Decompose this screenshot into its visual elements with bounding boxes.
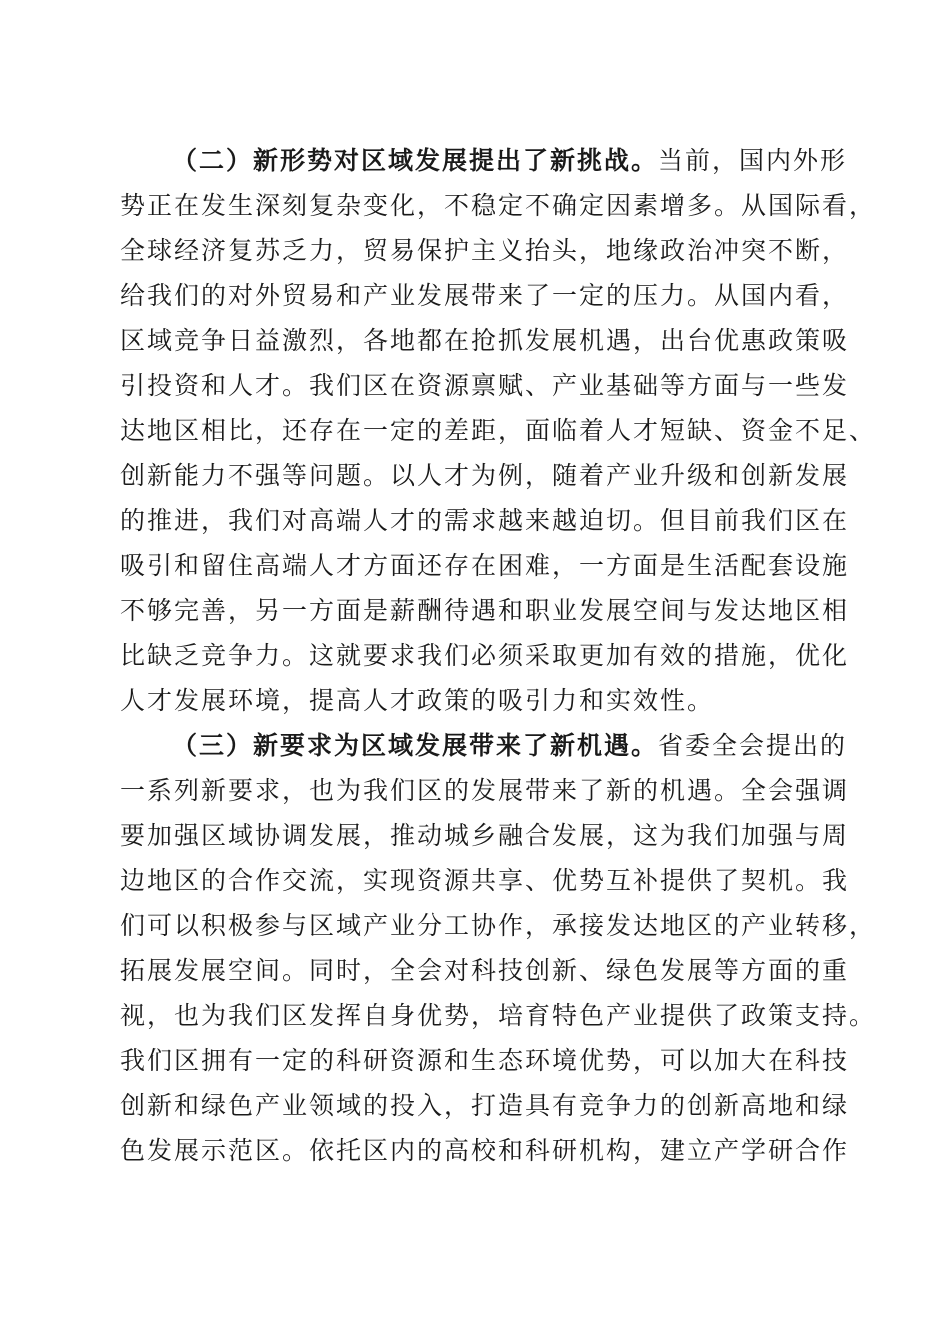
text-line: 比缺乏竞争力。这就要求我们必须采取更加有效的措施，优化	[120, 641, 850, 670]
text-line: 吸引和留住高端人才方面还存在困难，一方面是生活配套设施	[120, 551, 850, 580]
text-line: 创新和绿色产业领域的投入，打造具有竞争力的创新高地和绿	[120, 1091, 850, 1120]
text-line: 们可以积极参与区域产业分工协作，承接发达地区的产业转移，	[120, 911, 877, 940]
text-line: 给我们的对外贸易和产业发展带来了一定的压力。从国内看，	[120, 281, 850, 310]
text-line: 不够完善，另一方面是薪酬待遇和职业发展空间与发达地区相	[120, 596, 850, 625]
text-line: 要加强区域协调发展，推动城乡融合发展，这为我们加强与周	[120, 821, 850, 850]
text-line: 达地区相比，还存在一定的差距，面临着人才短缺、资金不足、	[120, 416, 877, 445]
text-run: 省委全会提出的	[658, 731, 848, 760]
paragraph-first-line	[120, 138, 848, 183]
text-line: 全球经济复苏乏力，贸易保护主义抬头，地缘政治冲突不断，	[120, 236, 850, 265]
section-heading: （二）新形势对区域发展提出了新挑战。	[172, 146, 659, 175]
section-heading: （三）新要求为区域发展带来了新机遇。	[172, 731, 659, 760]
text-line: 视，也为我们区发挥自身优势，培育特色产业提供了政策支持。	[120, 1001, 877, 1030]
document-body	[120, 138, 877, 1173]
text-line: 拓展发展空间。同时，全会对科技创新、绿色发展等方面的重	[120, 956, 850, 985]
paragraph-challenges	[120, 138, 877, 723]
text-line: 的推进，我们对高端人才的需求越来越迫切。但目前我们区在	[120, 506, 850, 535]
text-line: 一系列新要求，也为我们区的发展带来了新的机遇。全会强调	[120, 776, 850, 805]
text-line: 色发展示范区。依托区内的高校和科研机构，建立产学研合作	[120, 1136, 850, 1165]
text-line: 引投资和人才。我们区在资源禀赋、产业基础等方面与一些发	[120, 371, 850, 400]
text-line: 势正在发生深刻复杂变化，不稳定不确定因素增多。从国际看，	[120, 191, 877, 220]
paragraph-first-line	[120, 723, 848, 768]
text-line: 区域竞争日益激烈，各地都在抢抓发展机遇，出台优惠政策吸	[120, 326, 850, 355]
paragraph-opportunities	[120, 723, 877, 1173]
text-run: 当前，国内外形	[658, 146, 848, 175]
text-line: 我们区拥有一定的科研资源和生态环境优势，可以加大在科技	[120, 1046, 850, 1075]
text-line: 边地区的合作交流，实现资源共享、优势互补提供了契机。我	[120, 866, 850, 895]
text-line: 创新能力不强等问题。以人才为例，随着产业升级和创新发展	[120, 461, 850, 490]
text-line: 人才发展环境，提高人才政策的吸引力和实效性。	[120, 686, 715, 715]
